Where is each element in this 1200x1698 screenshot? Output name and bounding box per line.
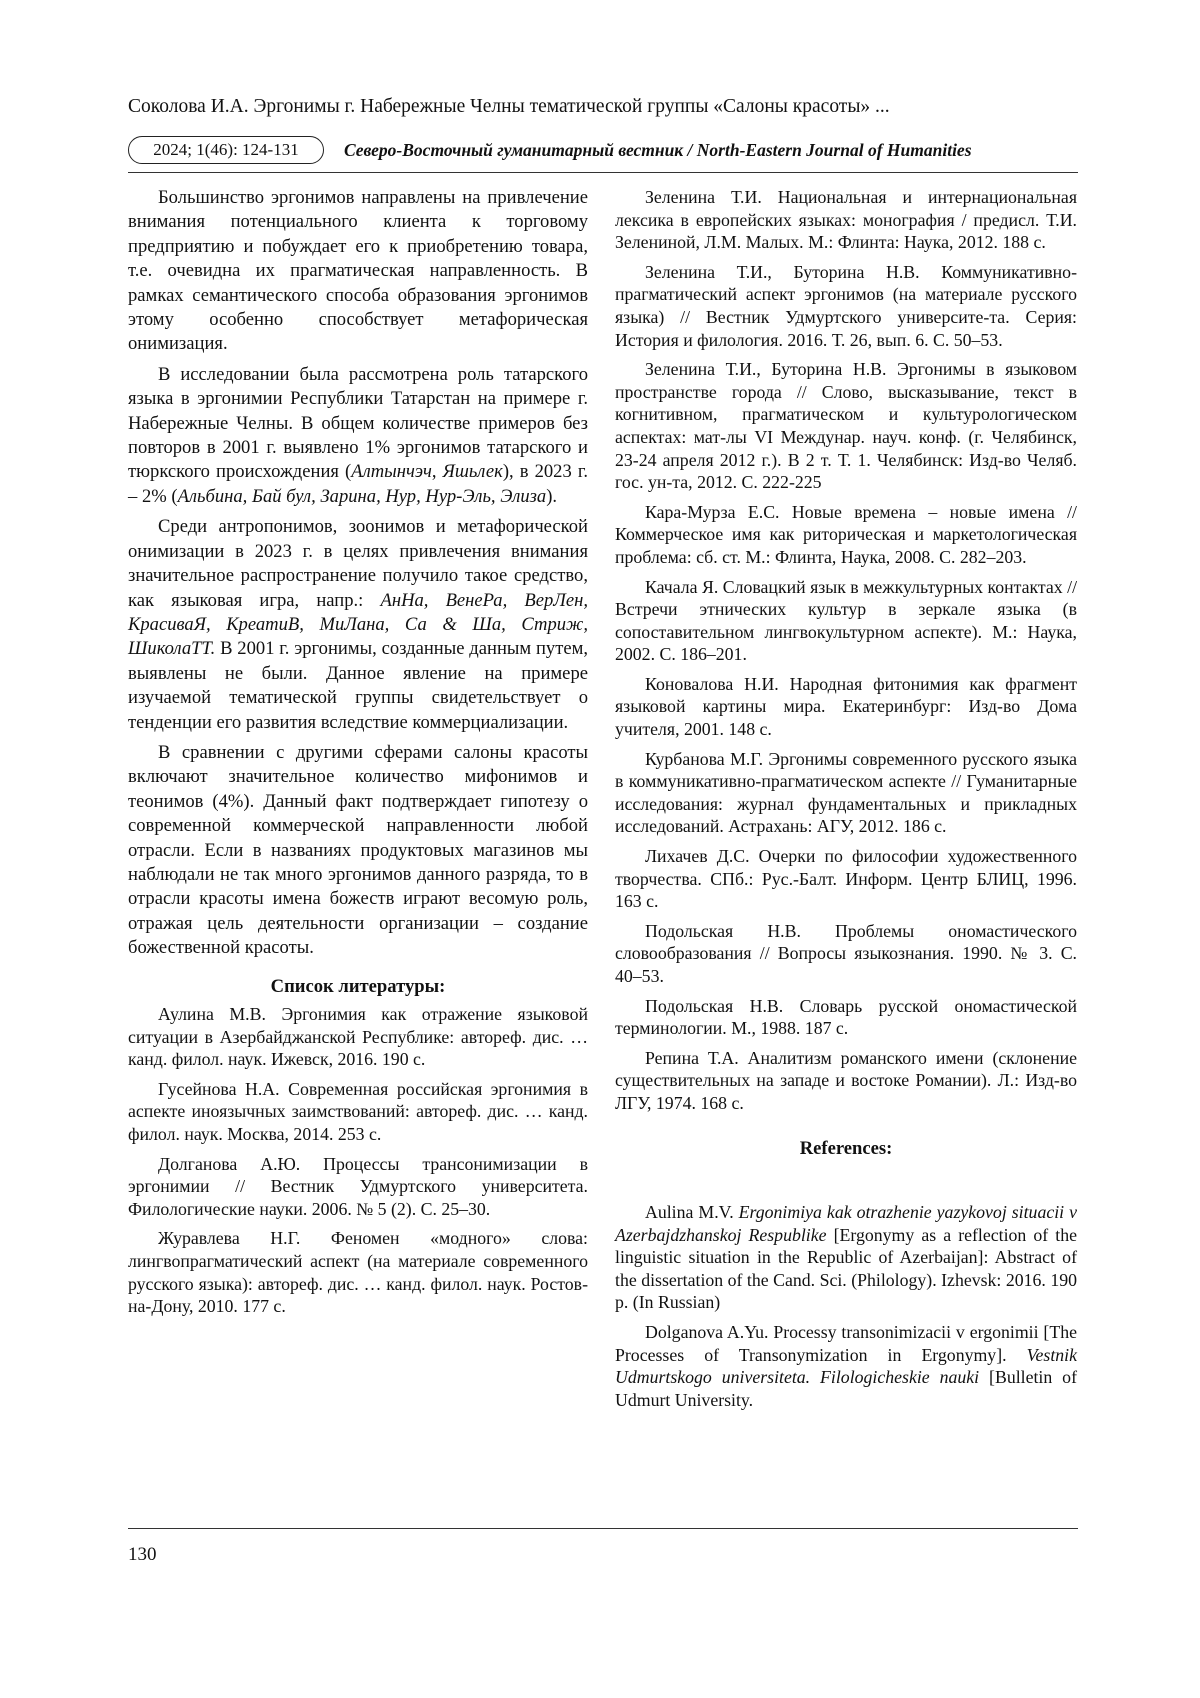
body-paragraph-4: В сравнении с другими сферами салоны красоты включают значительное количество мифонимов и теонимов (4%). Данный факт подтверждает гипотезу о современной коммерческой направленности любой отрасли. Если в названиях продуктовых магазинов мы наблюдали не так много эргонимов данного разряда, то в отрасли красоты имена божеств играют весомую роль, отражая цель деятельности организации – создание божественной красоты. (128, 741, 588, 959)
citation-row (128, 136, 1078, 166)
body-paragraph-1: Большинство эргонимов направлены на привлечение внимания потенциального клиента к торговому предприятию и побуждает его к приобретению товара, т.е. очевидна их прагматическая направленность. В рамках семантического способа образования эргонимов этому особенно способствует метафорическая онимизация. (128, 187, 588, 355)
footer-divider (128, 1528, 1078, 1529)
example-ergonyms: Альбина, Бай бул, Зарина, Нур, Нур-Эль, Элиза (177, 485, 547, 507)
text-run: ). (546, 485, 558, 507)
text-run: ), в 2023 г. – 2% ( (128, 461, 588, 507)
reference-item: Коновалова Н.И. Народная фитонимия как фрагмент языковой картины мира. Екатеринбург: Изд-во Дома учителя, 2001. 148 с. (615, 673, 1077, 740)
reference-title: Ergonimiya kak otrazhenie yazykovoj situacii v Azerbajdzhanskoj Respublike (615, 1201, 1077, 1245)
reference-item: Курбанова М.Г. Эргонимы современного русского языка в коммуникативно-прагматическом аспекте // Гуманитарные исследования: журнал фундаментальных и прикладных исследований. Астрахань: АГУ, 2012. 186 с. (615, 748, 1077, 837)
references-heading: Список литературы: (270, 975, 446, 997)
reference-item: Лихачев Д.С. Очерки по философии художественного творчества. СПб.: Рус.-Балт. Информ. Центр БЛИЦ, 1996. 163 с. (615, 846, 1077, 912)
journal-name: Северо-Восточный гуманитарный вестник / North-Eastern Journal of Humanities (344, 140, 972, 160)
reference-item: Подольская Н.В. Словарь русской ономастической терминологии. М., 1988. 187 с. (615, 995, 1077, 1039)
text-run: [Bulletin of Udmurt University. (615, 1367, 1077, 1410)
body-paragraph-3 (128, 515, 588, 735)
body-paragraph-2 (128, 363, 588, 509)
left-column (128, 186, 588, 1325)
reference-item: Зеленина Т.И. Национальная и интернациональная лексика в европейских языках: монография / предисл. Т.И. Зелениной, Л.М. Малых. М.: Флинта: Наука, 2012. 188 с. (615, 187, 1077, 253)
example-ergonym: Алтынчэч (351, 461, 432, 483)
reference-item: Качала Я. Словацкий язык в межкультурных контактах // Встречи этнических культур в зеркале языка (в сопоставительном лингвокультурном аспекте). М.: Наука, 2002. С. 186–201. (615, 576, 1078, 665)
text-run: [Ergonymy as a reflection of the linguistic situation in the Republic of Azerbaijan]: Abstract of the dissertation of the Cand. Sci. (Philology). Izhevsk: 2016. 190 p. (In Russian) (615, 1224, 1077, 1313)
example-ergonyms: АнНа, ВенеРа, ВерЛен, КрасиваЯ, КреатиВ, МиЛана, Са & Ша, Стриж, ШиколаТТ. (128, 589, 589, 660)
reference-item: Зеленина Т.И., Буторина Н.В. Коммуникативно-прагматический аспект эргонимов (на материале русского языка) // Вестник Удмуртского университе-та. Серия: История и филология. 2016. Т. 26, вып. 6. С. 50–53. (615, 261, 1077, 350)
reference-item: Журавлева Н.Г. Феномен «модного» слова: лингвопрагматический аспект (на материале современного русского языка): автореф. дис. … канд. филол. наук. Ростов-на-Дону, 2010. 177 с. (128, 1228, 588, 1317)
reference-en-item (615, 1321, 1077, 1411)
header-divider (128, 172, 1078, 173)
example-ergonym: Яшьлек (442, 461, 503, 483)
page-number: 130 (128, 1544, 157, 1565)
reference-item: Репина Т.А. Аналитизм романского имени (склонение существительных на западе и востоке Романии). Л.: Изд-во ЛГУ, 1974. 168 с. (615, 1047, 1077, 1113)
reference-item: Кара-Мурза Е.С. Новые времена – новые имена // Коммерческое имя как риторическая и маркетологическая проблема: сб. ст. М.: Флинта, Наука, 2008. С. 282–203. (615, 501, 1077, 567)
text-run: Dolganova A.Yu. Processy transonimizacii v ergonimii [The Processes of Transonymization in Ergonymy]. (615, 1321, 1077, 1365)
reference-item: Гусейнова Н.А. Современная российская эргонимия в аспекте иноязычных заимствований: автореф. дис. … канд. филол. наук. Москва, 2014. 253 с. (128, 1078, 588, 1144)
text-run: Aulina M.V. (645, 1201, 739, 1222)
running-title: Соколова И.А. Эргонимы г. Набережные Челны тематической группы «Салоны красоты» ... (128, 96, 890, 117)
text-run: Среди антропонимов, зоонимов и метафорической онимизации в 2023 г. в целях привлечения внимания значительное распространение получило такое средство, как языковая игра, напр.: (128, 516, 588, 611)
citation-badge: 2024; 1(46): 124-131 (128, 136, 324, 164)
text-run: В 2001 г. эргонимы, созданные данным путем, выявлены не были. Данное явление на примере изучаемой тематической группы свидетельствует о тенденции его развития вследствие коммерциализации. (128, 638, 588, 733)
reference-item: Зеленина Т.И., Буторина Н.В. Эргонимы в языковом пространстве города // Слово, высказывание, текст в когнитивном, прагматическом и культурологическом аспектах: мат-лы VI Междунар. науч. конф. (г. Челябинск, 23-24 апреля 2012 г.). В 2 т. Т. 1. Челябинск: Изд-во Челяб. гос. ун-та, 2012. С. 222-225 (615, 359, 1077, 493)
reference-item: Аулина М.В. Эргонимия как отражение языковой ситуации в Азербайджанской Республике: автореф. дис. … канд. филол. наук. Ижевск, 2016. 190 с. (128, 1004, 588, 1070)
text-run: В исследовании была рассмотрена роль татарского языка в эргонимии Республики Татарстан на примере г. Набережные Челны. В общем количестве примеров без повторов в 2001 г. выявлено 1% эргонимов татарского и тюркского происхождения ( (128, 363, 588, 483)
reference-item: Подольская Н.В. Проблемы ономастического словообразования // Вопросы языкознания. 1990. № 3. С. 40–53. (615, 920, 1077, 986)
references-en-heading: References: (799, 1137, 893, 1159)
right-column (615, 186, 1077, 1418)
reference-en-item (615, 1201, 1077, 1314)
text-run: , (431, 461, 443, 483)
reference-journal: Vestnik Udmurtskogo universiteta. Filologicheskie nauki (615, 1344, 1077, 1388)
reference-item: Долганова А.Ю. Процессы трансонимизации в эргонимии // Вестник Удмуртского университета. Филологические науки. 2006. № 5 (2). С. 25–30. (128, 1153, 588, 1219)
